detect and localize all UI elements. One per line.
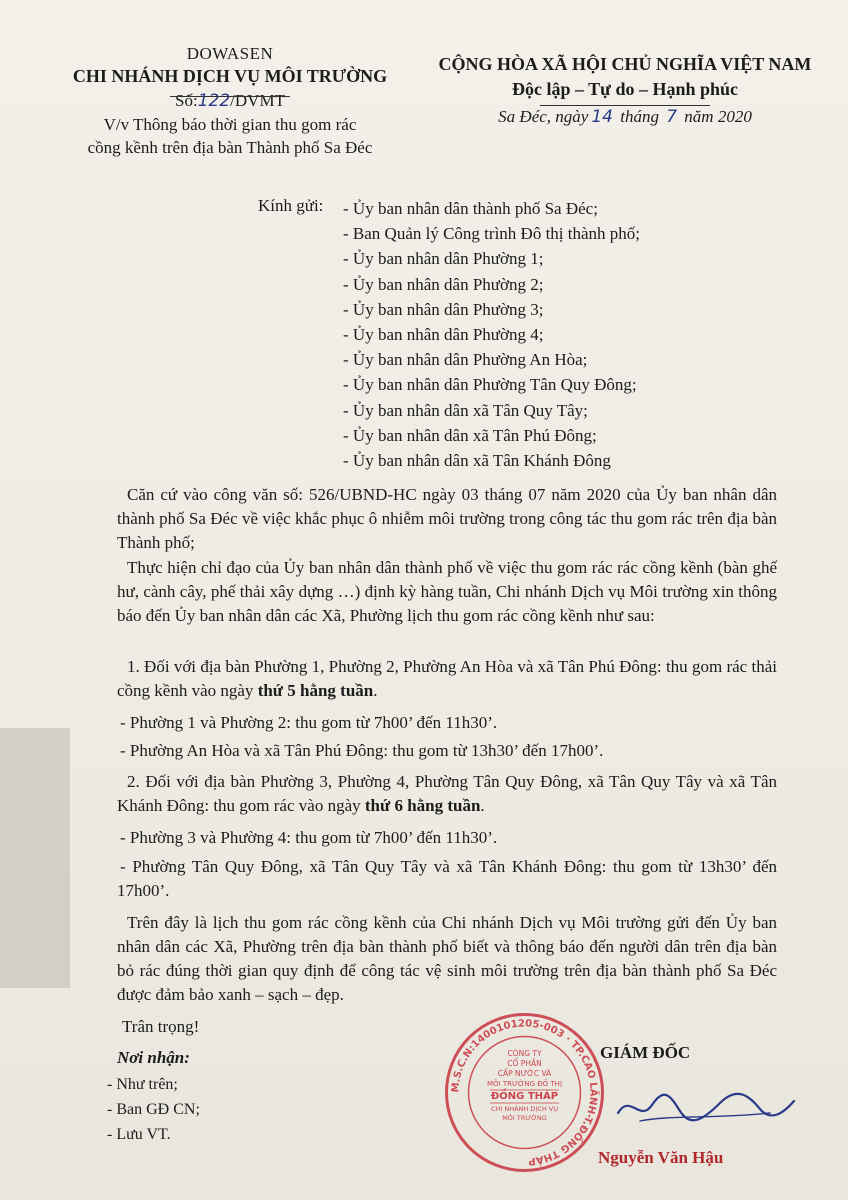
schedule-item-2-sub-2-text: - Phường Tân Quy Đông, xã Tân Quy Tây và xã Tân Khánh Đông: thu gom từ 13h30’ đến 17h00’. — [117, 857, 777, 900]
closing-greeting: Trân trọng! — [122, 1017, 200, 1036]
schedule-item-1-sub-2: - Phường An Hòa và xã Tân Phú Đông: thu gom từ 13h30’ đến 17h00’. — [120, 741, 604, 760]
org-short: DOWASEN — [186, 44, 274, 63]
seal-line: MÔI TRƯỜNG — [502, 1114, 547, 1122]
seal-line: CỔ PHẦN — [507, 1059, 542, 1068]
recipient-item: - Ủy ban nhân dân Phường 4; — [343, 325, 544, 345]
paragraph-legal-basis-text: Căn cứ vào công văn số: 526/UBND-HC ngày 03 tháng 07 năm 2020 của Ủy ban nhân dân thành phố Sa Đéc về việc khắc phục ô nhiễm môi trường trong công tác thu gom rác trên địa bàn Thành phố; — [117, 485, 777, 552]
recipients-label: Kính gửi: — [258, 196, 324, 215]
date-day: 14 — [591, 107, 613, 127]
seal-line: MÔI TRƯỜNG ĐỒ THỊ — [486, 1080, 563, 1088]
paragraph-legal-basis — [117, 483, 777, 555]
schedule-item-1-end: . — [373, 681, 378, 700]
receiver-item: - Ban GĐ CN; — [107, 1101, 200, 1118]
signer-title: GIÁM ĐỐC — [600, 1043, 691, 1062]
signer-name: Nguyễn Văn Hậu — [598, 1148, 724, 1167]
subject-line-2: cồng kềnh trên địa bàn Thành phố Sa Đéc — [87, 138, 373, 157]
doc-number-prefix: Số: — [175, 91, 198, 110]
schedule-item-1-sub-1: - Phường 1 và Phường 2: thu gom từ 7h00’ đến 11h30’. — [120, 713, 498, 732]
date-place: Sa Đéc, ngày — [498, 107, 589, 126]
company-seal-stamp — [442, 1010, 607, 1175]
paragraph-conclusion-text: Trên đây là lịch thu gom rác cồng kềnh của Chi nhánh Dịch vụ Môi trường gửi đến Ủy ban nhân dân các Xã, Phường trên địa bàn thành phố biết và thông báo đến người dân trên địa bàn bỏ rác đúng thời gian quy định để công tác vệ sinh môi trường trên địa bàn thành phố Sa Đéc được đảm bảo xanh – sạch – đẹp. — [117, 913, 777, 1004]
seal-line: CÔNG TY — [507, 1049, 542, 1058]
org-name: CHI NHÁNH DỊCH VỤ MÔI TRƯỜNG — [72, 66, 388, 86]
org-name-underline — [170, 96, 290, 97]
scan-shadow — [0, 728, 70, 988]
recipient-item: - Ban Quản lý Công trình Đô thị thành phố; — [343, 224, 641, 244]
recipient-item: - Ủy ban nhân dân Phường An Hòa; — [343, 350, 588, 370]
date-line — [415, 104, 835, 130]
seal-line: CHI NHÁNH DỊCH VỤ — [490, 1105, 559, 1113]
recipient-item: - Ủy ban nhân dân Phường 1; — [343, 249, 544, 269]
paragraph-conclusion — [117, 911, 777, 1007]
schedule-item-2-sub-1: - Phường 3 và Phường 4: thu gom từ 7h00’ đến 11h30’. — [120, 828, 498, 847]
seal-line: CẤP NƯỚC VÀ — [497, 1069, 552, 1078]
receiver-item: - Lưu VT. — [107, 1126, 171, 1143]
schedule-item-1-text: 1. Đối với địa bàn Phường 1, Phường 2, Phường An Hòa và xã Tân Phú Đông: thu gom rác thải cồng kềnh vào ngày — [117, 657, 777, 700]
country-name: CỘNG HÒA XÃ HỘI CHỦ NGHĨA VIỆT NAM — [438, 54, 812, 74]
schedule-item-2-day: thứ 6 hằng tuần — [364, 796, 481, 815]
schedule-item-1-day: thứ 5 hằng tuần — [257, 681, 374, 700]
recipients-list — [343, 196, 640, 473]
paragraph-directive — [117, 556, 777, 628]
motto-underline — [540, 105, 710, 106]
date-year: năm 2020 — [684, 107, 752, 126]
issuer-block — [30, 42, 430, 159]
seal-outer-text: M.S.C.N:1400101205-003 · TP.CAO LÃNH-T.ĐỒNG THÁP — [450, 1018, 599, 1167]
recipient-item: - Ủy ban nhân dân Phường 2; — [343, 274, 544, 294]
paragraph-directive-text: Thực hiện chỉ đạo của Ủy ban nhân dân thành phố về việc thu gom rác rác cồng kềnh (bàn ghế hư, cành cây, phế thải xây dựng …) định kỳ hàng tuần, Chi nhánh Dịch vụ Môi trường xin thông báo đến Ủy ban nhân dân các Xã, Phường lịch thu gom rác cồng kềnh như sau: — [117, 558, 777, 625]
recipient-item: - Ủy ban nhân dân Phường Tân Quy Đông; — [343, 375, 637, 395]
motto: Độc lập – Tự do – Hạnh phúc — [511, 79, 739, 99]
doc-number-suffix: /DVMT — [230, 91, 285, 110]
seal-line: ĐỒNG THÁP — [490, 1091, 559, 1102]
date-month: 7 — [666, 107, 678, 127]
recipient-item: - Ủy ban nhân dân xã Tân Quy Tây; — [343, 400, 588, 420]
schedule-item-2-sub-2 — [117, 855, 777, 903]
recipient-item: - Ủy ban nhân dân xã Tân Khánh Đông — [343, 451, 611, 471]
handwritten-signature — [610, 1075, 800, 1135]
schedule-item-2 — [117, 770, 777, 818]
national-block — [415, 52, 835, 130]
doc-number — [30, 89, 430, 113]
subject-line-1: V/v Thông báo thời gian thu gom rác — [103, 115, 357, 134]
date-month-label: tháng — [620, 107, 659, 126]
doc-number-value: 122 — [197, 91, 231, 111]
schedule-item-2-text: 2. Đối với địa bàn Phường 3, Phường 4, Phường Tân Quy Đông, xã Tân Quy Tây và xã Tân Khánh Đông: thu gom rác vào ngày — [117, 772, 777, 815]
recipient-item: - Ủy ban nhân dân Phường 3; — [343, 299, 544, 319]
schedule-item-2-end: . — [480, 796, 485, 815]
receivers-label: Nơi nhận: — [117, 1048, 190, 1067]
recipient-item: - Ủy ban nhân dân xã Tân Phú Đông; — [343, 425, 597, 445]
receiver-item: - Như trên; — [107, 1076, 178, 1093]
schedule-item-1 — [117, 655, 777, 703]
recipient-item: - Ủy ban nhân dân thành phố Sa Đéc; — [343, 199, 598, 218]
